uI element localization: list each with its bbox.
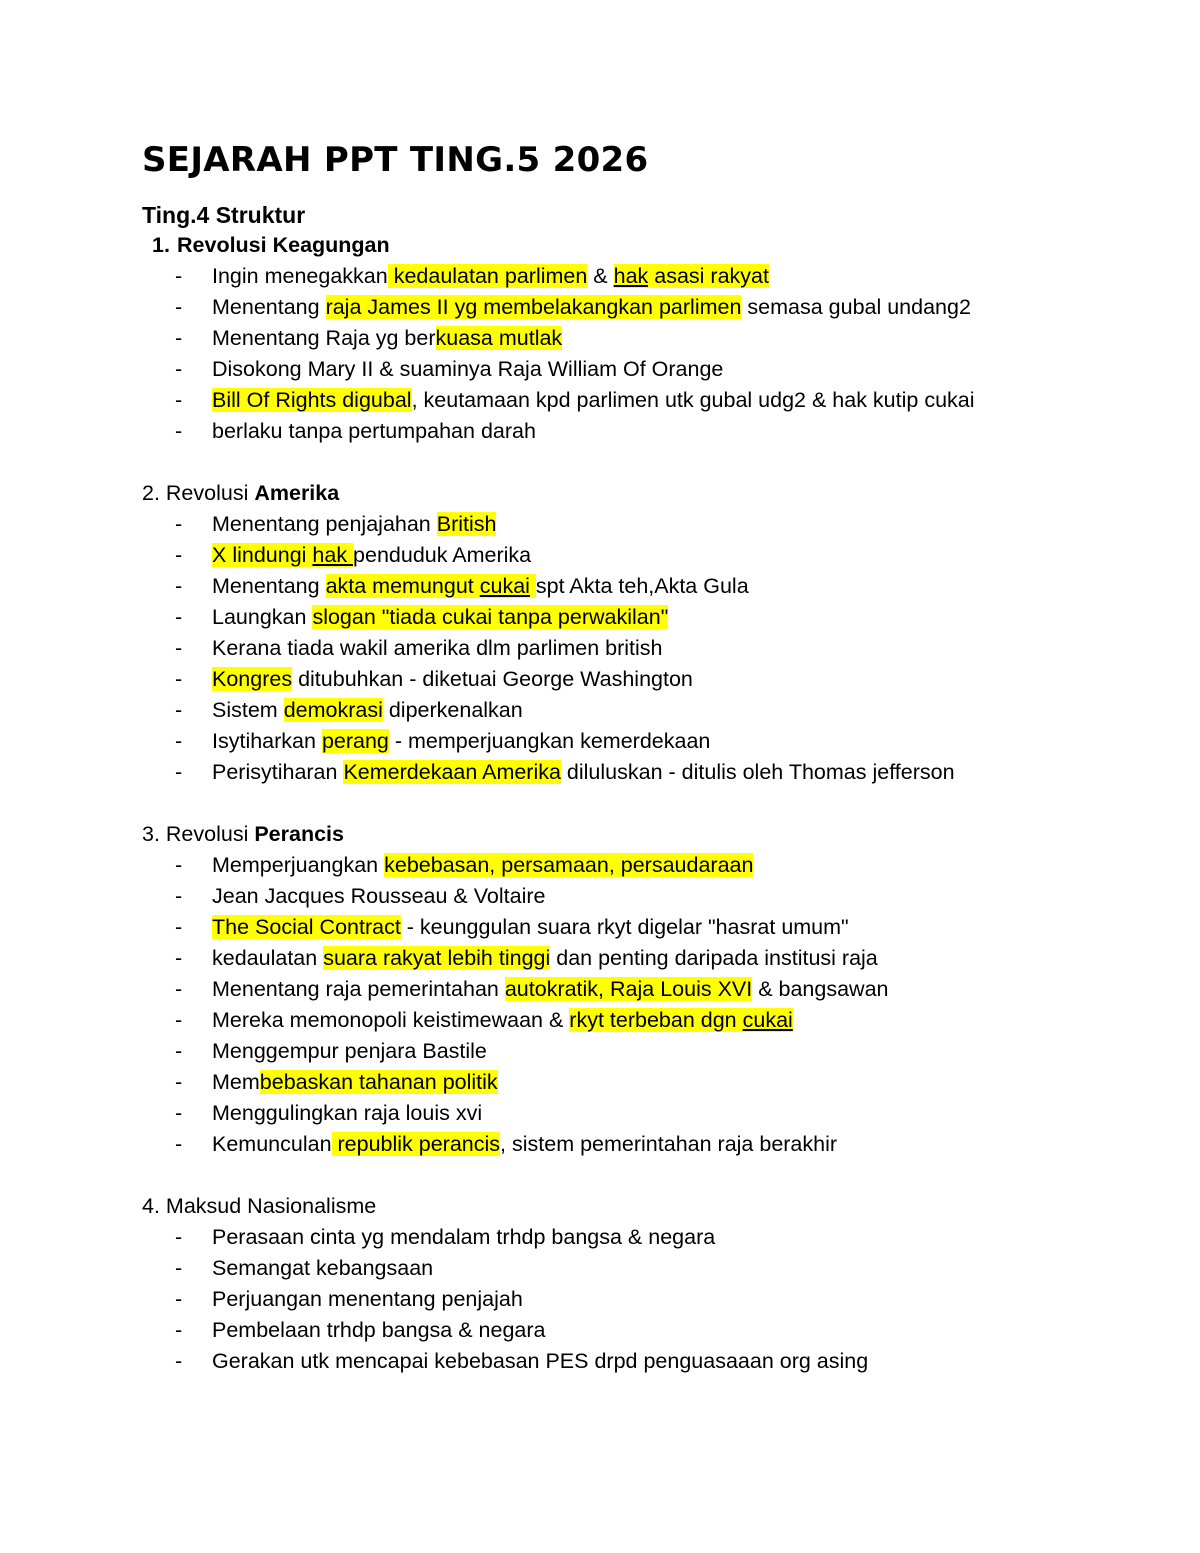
list-item (142, 1346, 1142, 1377)
item-text: - keunggulan suara rkyt digelar "hasrat umum" (400, 915, 849, 939)
highlighted-text: hak (312, 543, 354, 567)
list-item (142, 633, 1142, 664)
list-item (142, 881, 1142, 912)
item-text: kedaulatan (212, 946, 324, 970)
dash-bullet: - (175, 512, 183, 536)
section-gap (142, 788, 1142, 819)
dash-bullet: - (175, 419, 183, 443)
dash-bullet: - (175, 357, 183, 381)
highlighted-text: akta memungut (325, 574, 480, 598)
list-item (142, 850, 1142, 881)
dash-bullet: - (175, 636, 183, 660)
section-gap (142, 1160, 1142, 1191)
section-number: 3. (142, 822, 166, 846)
section-heading (142, 230, 1142, 261)
dash-bullet: - (175, 295, 183, 319)
highlighted-text: slogan "tiada cukai tanpa perwakilan" (312, 605, 669, 629)
list-item (142, 1315, 1142, 1346)
highlighted-text: hak (613, 264, 649, 288)
list-item (142, 1098, 1142, 1129)
bullet-list (142, 509, 1142, 788)
dash-bullet: - (175, 1256, 183, 1280)
dash-bullet: - (175, 1287, 183, 1311)
dash-bullet: - (175, 543, 183, 567)
dash-bullet: - (175, 264, 183, 288)
section-heading-text: Revolusi (165, 822, 255, 846)
item-text: Menentang Raja yg ber (212, 326, 436, 350)
item-text: semasa gubal undang2 (741, 295, 971, 319)
item-text: Isytiharkan (212, 729, 322, 753)
item-text: Sistem (212, 698, 284, 722)
list-item (142, 974, 1142, 1005)
dash-bullet: - (175, 574, 183, 598)
item-text: Menentang penjajahan (212, 512, 437, 536)
highlighted-text: cukai (742, 1008, 793, 1032)
highlighted-text: bebaskan tahanan politik (259, 1070, 498, 1094)
list-item (142, 757, 1142, 788)
dash-bullet: - (175, 1101, 183, 1125)
item-text: Mem (212, 1070, 260, 1094)
highlighted-text: cukai (479, 574, 530, 598)
highlighted-text: kedaulatan parlimen (387, 264, 588, 288)
list-item (142, 1005, 1142, 1036)
highlighted-text: kebebasan, persamaan, persaudaraan (384, 853, 754, 877)
dash-bullet: - (175, 388, 183, 412)
list-item (142, 1036, 1142, 1067)
item-text: Jean Jacques Rousseau & Voltaire (212, 884, 546, 908)
list-item (142, 261, 1142, 292)
item-text: Menentang (212, 574, 326, 598)
item-text: , keutamaan kpd parlimen utk gubal udg2 & hak kutip cukai (411, 388, 975, 412)
dash-bullet: - (175, 326, 183, 350)
item-text: & bangsawan (752, 977, 889, 1001)
dash-bullet: - (175, 1039, 183, 1063)
dash-bullet: - (175, 667, 183, 691)
section-gap (142, 447, 1142, 478)
highlighted-text: rkyt terbeban dgn (569, 1008, 743, 1032)
dash-bullet: - (175, 946, 183, 970)
item-text: ditubuhkan - diketuai George Washington (292, 667, 693, 691)
list-item (142, 664, 1142, 695)
highlighted-text: suara rakyat lebih tinggi (323, 946, 551, 970)
list-item (142, 354, 1142, 385)
highlighted-text: autokratik, Raja Louis XVI (504, 977, 753, 1001)
bullet-list (142, 261, 1142, 447)
item-text: Pembelaan trhdp bangsa & negara (212, 1318, 546, 1342)
highlighted-text: Kemerdekaan Amerika (343, 760, 561, 784)
sections-container (142, 230, 1142, 1377)
list-item (142, 602, 1142, 633)
section-number: 4. (142, 1194, 166, 1218)
document-title: SEJARAH PPT TING.5 2026 (142, 140, 649, 180)
item-text: Kerana tiada wakil amerika dlm parlimen british (212, 636, 663, 660)
list-item (142, 1129, 1142, 1160)
highlighted-text: perang (321, 729, 389, 753)
highlighted-text: British (436, 512, 497, 536)
section-heading (142, 819, 1142, 850)
item-text: Perasaan cinta yg mendalam trhdp bangsa & negara (212, 1225, 716, 1249)
item-text: Laungkan (212, 605, 313, 629)
list-item (142, 509, 1142, 540)
item-text: Memperjuangkan (212, 853, 385, 877)
list-item (142, 1284, 1142, 1315)
item-text: berlaku tanpa pertumpahan darah (212, 419, 536, 443)
item-text: Semangat kebangsaan (212, 1256, 434, 1280)
document-page (142, 140, 1142, 1377)
item-text: Menentang raja pemerintahan (212, 977, 505, 1001)
item-text: dan penting daripada institusi raja (550, 946, 878, 970)
section-number: 1. (152, 233, 170, 257)
list-item (142, 695, 1142, 726)
dash-bullet: - (175, 915, 183, 939)
item-text: & (587, 264, 614, 288)
list-item (142, 943, 1142, 974)
item-text: Perjuangan menentang penjajah (212, 1287, 523, 1311)
item-text: Kemunculan (212, 1132, 332, 1156)
section-heading-text: Revolusi (165, 481, 255, 505)
list-item (142, 912, 1142, 943)
item-text: penduduk Amerika (353, 543, 532, 567)
item-text: , sistem pemerintahan raja berakhir (500, 1132, 838, 1156)
dash-bullet: - (175, 853, 183, 877)
list-item (142, 726, 1142, 757)
item-text: Menggempur penjara Bastile (212, 1039, 487, 1063)
list-item (142, 1222, 1142, 1253)
dash-bullet: - (175, 977, 183, 1001)
dash-bullet: - (175, 1070, 183, 1094)
dash-bullet: - (175, 605, 183, 629)
dash-bullet: - (175, 760, 183, 784)
highlighted-text: X lindungi (212, 543, 313, 567)
highlighted-text: The Social Contract (212, 915, 401, 939)
item-text: Menggulingkan raja louis xvi (212, 1101, 483, 1125)
highlighted-text: raja James II yg membelakangkan parlimen (325, 295, 742, 319)
highlighted-text: kuasa mutlak (435, 326, 563, 350)
dash-bullet: - (175, 884, 183, 908)
list-item (142, 571, 1142, 602)
list-item (142, 416, 1142, 447)
list-item (142, 1253, 1142, 1284)
highlighted-text: demokrasi (283, 698, 383, 722)
highlighted-text: asasi rakyat (648, 264, 769, 288)
item-text: Perisytiharan (212, 760, 344, 784)
highlighted-text: Bill Of Rights digubal (212, 388, 412, 412)
section-heading (142, 478, 1142, 509)
dash-bullet: - (175, 1132, 183, 1156)
section-heading-bold: Revolusi Keagungan (177, 233, 390, 257)
section-heading (142, 1191, 1142, 1222)
list-item (142, 540, 1142, 571)
item-text: Menentang (212, 295, 326, 319)
item-text: diluluskan - ditulis oleh Thomas jefferson (560, 760, 955, 784)
section-number: 2. (142, 481, 166, 505)
bullet-list (142, 1222, 1142, 1377)
dash-bullet: - (175, 698, 183, 722)
section-heading-text: Maksud Nasionalisme (165, 1194, 377, 1218)
item-text: Gerakan utk mencapai kebebasan PES drpd penguasaaan org asing (212, 1349, 869, 1373)
item-text: Mereka memonopoli keistimewaan & (212, 1008, 570, 1032)
bullet-list (142, 850, 1142, 1160)
list-item (142, 385, 1142, 416)
highlighted-text: Kongres (212, 667, 293, 691)
item-text: spt Akta teh,Akta Gula (535, 574, 749, 598)
dash-bullet: - (175, 1225, 183, 1249)
section-heading-bold: Amerika (254, 481, 340, 505)
dash-bullet: - (175, 1008, 183, 1032)
list-item (142, 323, 1142, 354)
item-text: - memperjuangkan kemerdekaan (388, 729, 711, 753)
list-item (142, 1067, 1142, 1098)
section-heading-bold: Perancis (254, 822, 344, 846)
dash-bullet: - (175, 1349, 183, 1373)
dash-bullet: - (175, 1318, 183, 1342)
list-item (142, 292, 1142, 323)
item-text: diperkenalkan (382, 698, 523, 722)
dash-bullet: - (175, 729, 183, 753)
document-subtitle: Ting.4 Struktur (142, 202, 306, 228)
item-text: Ingin menegakkan (212, 264, 388, 288)
item-text: Disokong Mary II & suaminya Raja William Of Orange (212, 357, 724, 381)
highlighted-text: republik perancis (331, 1132, 501, 1156)
